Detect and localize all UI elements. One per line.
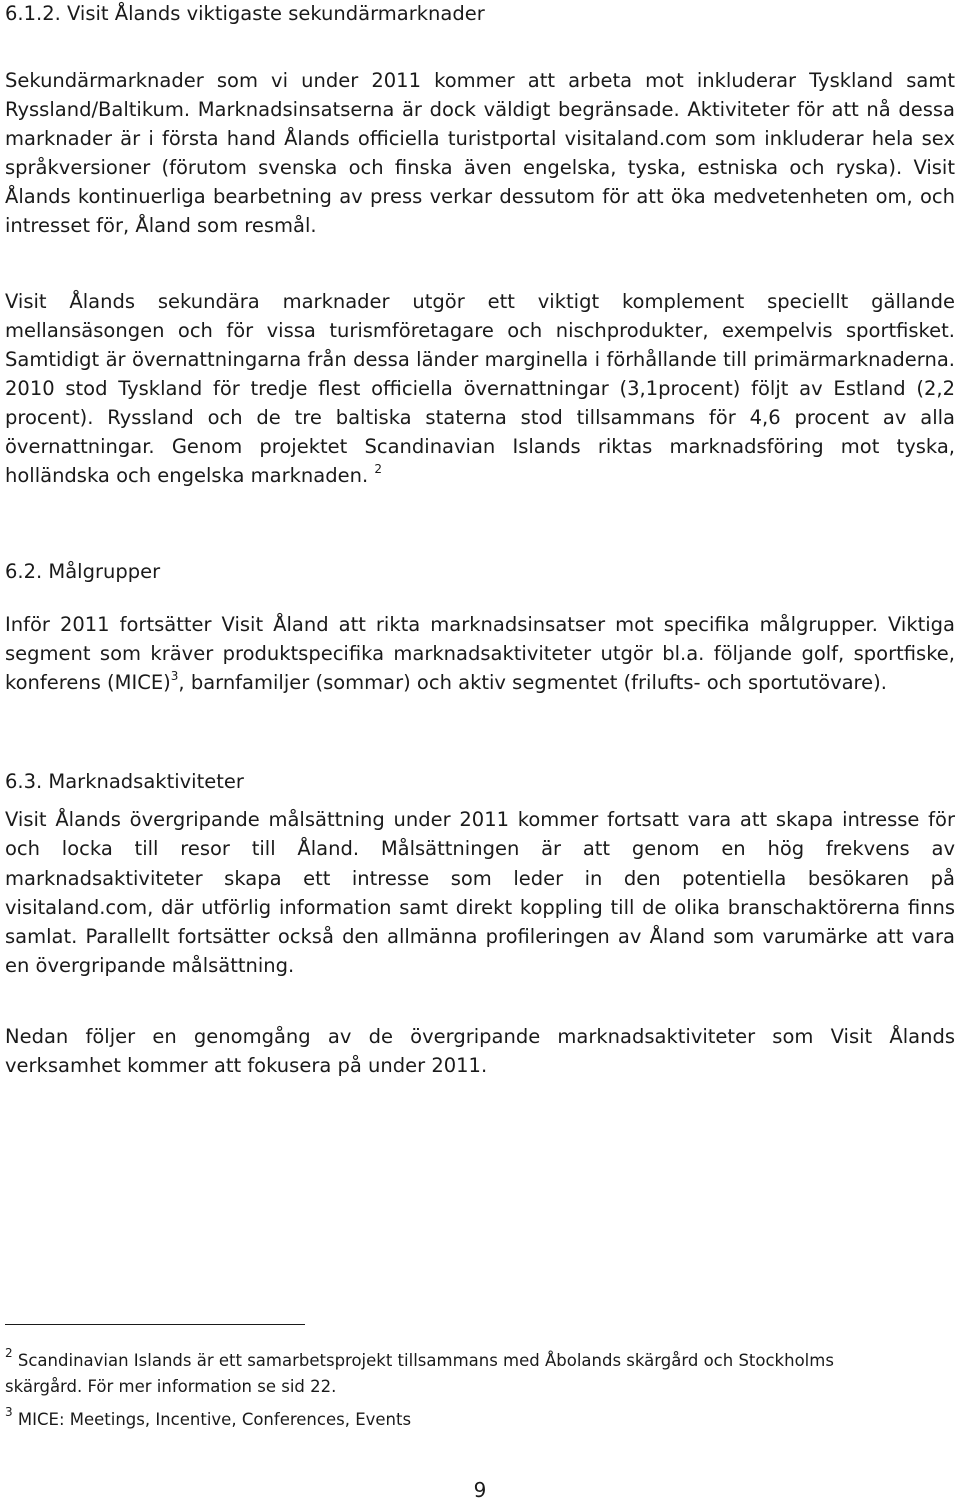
- paragraph-secondary-markets-details: [5, 287, 955, 490]
- footnote-text: MICE: Meetings, Incentive, Conferences, Events: [17, 1410, 412, 1429]
- paragraph-text: Inför 2011 fortsätter Visit Åland att rikta marknadsinsatser mot specifika målgrupper. Viktiga segment som kräver produktspecifika marknadsaktiviteter utgör bl.a. följande golf, sportfiske, konferens (MICE): [5, 613, 955, 694]
- footnote-number: 2: [5, 1346, 13, 1360]
- footnote-separator: [5, 1324, 305, 1325]
- section-heading-marketing-activities: 6.3. Marknadsaktiviteter: [5, 770, 244, 793]
- paragraph-marketing-overview: Nedan följer en genomgång av de övergripande marknadsaktiviteter som Visit Ålands verksamhet kommer att fokusera på under 2011.: [5, 1025, 955, 1077]
- paragraph-text: , barnfamiljer (sommar) och aktiv segmentet (frilufts- och sportutövare).: [178, 671, 887, 694]
- footnote-text: Scandinavian Islands är ett samarbetsprojekt tillsammans med Åbolands skärgård och Stockholms skärgård. För mer information se sid 22.: [5, 1351, 834, 1396]
- section-heading-target-groups: 6.2. Målgrupper: [5, 560, 161, 583]
- footnote-number: 3: [5, 1405, 13, 1419]
- paragraph-text: Visit Ålands sekundära marknader utgör ett viktigt komplement speciellt gällande mellansäsongen och för vissa turismföretagare och nischprodukter, exempelvis sportfisket. Samtidigt är övernattningarna från dessa länder marginella i förhållande till primärmarknaderna. 2010 stod Tyskland för tredje flest officiella övernattningar (3,1procent) följt av Estland (2,2 procent). Ryssland och de tre baltiska staterna stod tillsammans för 4,6 procent av alla övernattningar. Genom projektet Scandinavian Islands riktas marknadsföring mot tyska, holländska och engelska marknaden.: [5, 290, 955, 487]
- footnote-reference: 3: [170, 669, 179, 683]
- footnote-2: [5, 1348, 905, 1400]
- paragraph-marketing-goal: Visit Ålands övergripande målsättning under 2011 kommer fortsatt vara att skapa intresse för och locka till resor till Åland. Målsättningen är att genom en hög frekvens av marknadsaktiviteter skapa ett intresse som leder in den potentiella besökaren på visitaland.com, där utförlig information samt direkt koppling till de olika branschaktörerna finns samlat. Parallellt fortsätter också den allmänna profileringen av Åland som varumärke att vara en övergripande målsättning.: [5, 808, 955, 978]
- paragraph-target-groups: [5, 610, 955, 697]
- paragraph-secondary-markets-intro: Sekundärmarknader som vi under 2011 kommer att arbeta mot inkluderar Tyskland samt Ryssland/Baltikum. Marknadsinsatserna är dock väldigt begränsade. Aktiviteter för att nå dessa marknader är i första hand Ålands officiella turistportal visitaland.com som inkluderar hela sex språkversioner (förutom svenska och finska även engelska, tyska, estniska och ryska). Visit Ålands kontinuerliga bearbetning av press verkar dessutom för att öka medvetenheten om, och intresset för, Åland som resmål.: [5, 69, 955, 237]
- footnote-reference: 2: [374, 462, 383, 476]
- section-heading-secondary-markets: 6.1.2. Visit Ålands viktigaste sekundärmarknader: [5, 2, 485, 25]
- page-number: 9: [473, 1478, 487, 1502]
- footnote-3: [5, 1407, 905, 1433]
